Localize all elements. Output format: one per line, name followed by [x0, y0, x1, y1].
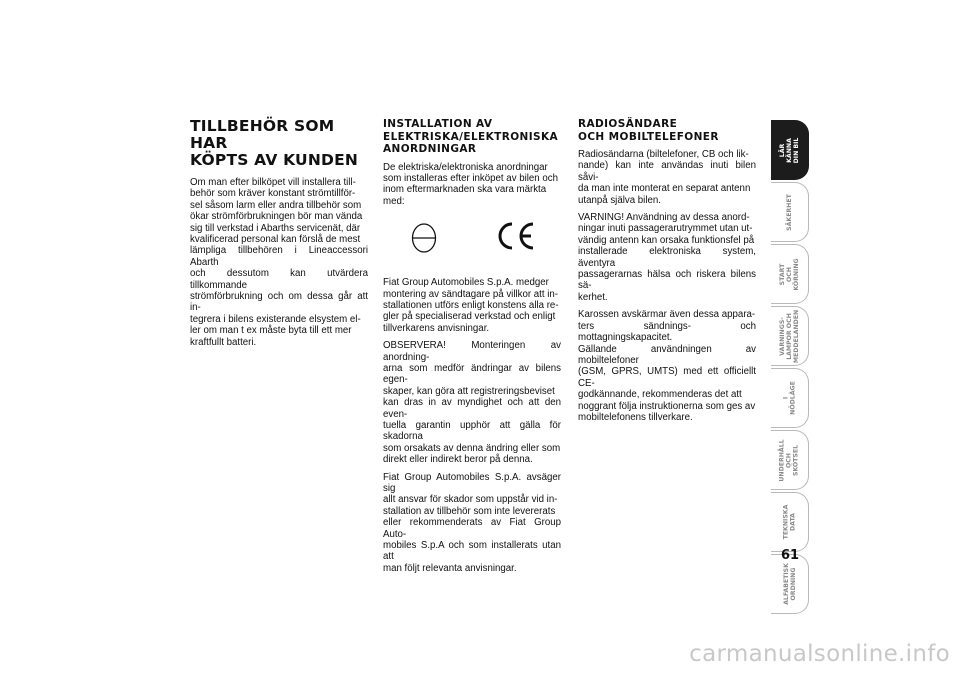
tab-label: TEKNISKA DATA — [782, 504, 797, 540]
page-number: 61 — [780, 548, 800, 563]
column-accessories — [190, 118, 368, 354]
tab-sakerhet[interactable] — [771, 182, 809, 242]
section-title-radio: RADIOSÄNDARE OCH MOBILTELEFONER — [578, 118, 719, 143]
tab-underhall[interactable] — [771, 430, 809, 490]
column-installation — [383, 118, 561, 580]
paragraph: Om man efter bilköpet vill installera till- behör som kräver konstant strömtillför- sel såsom larm eller andra tillbehör som ökar strömförbrukningen bör man vända sig till verkstad i Abarths servicenät, där kvalificerad personal kan förslå de mest lämpliga tillbehören i Lineaccessori Abarth och dessutom kan utvärdera tillkommande strömförbrukning och om dessa går att in- tegrera i bilens existerande elsystem el- ler om man t ex måste byta till ett mer kraftfullt batteri. — [190, 177, 368, 348]
certification-marks — [383, 217, 561, 267]
tab-label: VARNINGS- LAMPOR OCH MEDDELANDEN — [779, 309, 800, 363]
tab-i-nodlage[interactable] — [771, 368, 809, 428]
paragraph: Radiosändarna (biltelefoner, CB och lik- nande) kan inte användas inuti bilen såvi- da man inte monterat en separat antenn utanpå själva bilen. — [578, 149, 756, 206]
paragraph: VARNING! Användning av dessa anord- ningar inuti passagerarutrymmet utan ut- vändig antenn kan orsaka funktionsfel på installerade elektroniska system, äventyra passagerarnas hälsa och riskera bilens sä- kerhet. — [578, 212, 756, 303]
watermark: carmanualsonline.info — [689, 641, 950, 667]
tab-tekniska-data[interactable] — [771, 492, 809, 552]
tab-label: SÄKERHET — [786, 193, 793, 231]
e-mark-icon — [409, 221, 439, 255]
tab-alfabetisk-ordning[interactable] — [771, 554, 809, 614]
ce-mark-icon — [493, 219, 537, 253]
paragraph: Karossen avskärmar även dessa appara- ters sändnings- och mottagningskapacitet. Gällande användningen av mobiltelefoner (GSM, GPRS, UMTS) med ett officiellt CE- godkännande, rekommenderas det att noggrant följa instruktionerna som ges av mobiltelefonens tillverkare. — [578, 309, 756, 423]
tab-label: I NÖDLÄGE — [782, 381, 797, 415]
tab-varningslampor[interactable] — [771, 306, 809, 366]
tab-start-och-korning[interactable] — [771, 244, 809, 304]
column-radio — [578, 118, 756, 429]
paragraph: De elektriska/elektroniska anordningar som installeras efter inköpet av bilen och inom eftermarknaden ska vara märkta med: — [383, 161, 559, 207]
paragraph: Fiat Group Automobiles S.p.A. medger montering av sändtagare på villkor att in- stallationen utförs enligt konstens alla re- gler på specialiserad verkstad och enligt tillverkarens anvisningar. — [383, 277, 559, 334]
paragraph: OBSERVERA! Monteringen av anordning- arna som medför ändringar av bilens egen- skaper, kan göra att registreringsbeviset kan dras in av myndighet och att den even- tuella garantin upphör att gälla för skadorna som orsakats av denna ändring eller som direkt eller indirekt beror på denna. — [383, 340, 561, 466]
tab-label: UNDERHÅLL OCH SKÖTSEL — [779, 438, 800, 482]
section-title-installation: INSTALLATION AV ELEKTRISKA/ELEKTRONISKA ANORDNINGAR — [383, 118, 559, 155]
section-title-accessories: TILLBEHÖR SOM HAR KÖPTS AV KUNDEN — [190, 117, 359, 169]
tab-label: START OCH KÖRNING — [779, 257, 800, 291]
tab-label: LÄR KÄNNA DIN BIL — [779, 137, 800, 163]
tab-label: ALFABETISK ORDNING — [782, 563, 797, 605]
paragraph: Fiat Group Automobiles S.p.A. avsäger sig allt ansvar för skador som uppstår vid in- stallation av tillbehör som inte levererats eller rekommenderats av Fiat Group Auto- mobiles S.p.A och som installerats utan att man följt relevanta anvisningar. — [383, 471, 561, 574]
tab-lar-kanna-din-bil[interactable] — [771, 120, 809, 180]
